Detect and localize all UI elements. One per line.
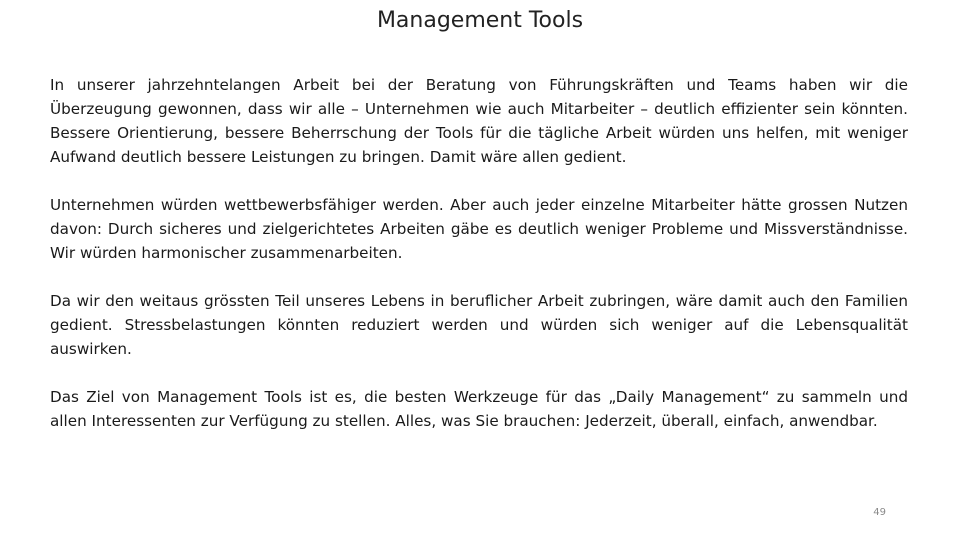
paragraph-2: Unternehmen würden wettbewerbsfähiger werden. Aber auch jeder einzelne Mitarbeiter hätte grossen Nutzen davon: Durch sicheres und zielgerichtetes Arbeiten gäbe es deutlich weniger Probleme und Missverständnisse. Wir würden harmonischer zusammenarbeiten.: [50, 196, 908, 262]
slide-body: [50, 73, 908, 457]
paragraph-3: Da wir den weitaus grössten Teil unseres Lebens in beruflicher Arbeit zubringen, wäre damit auch den Familien gedient. Stressbelastungen könnten reduziert werden und würden sich weniger auf die Lebensqualität auswirken.: [50, 292, 908, 358]
paragraph-1: In unserer jahrzehntelangen Arbeit bei der Beratung von Führungskräften und Teams haben wir die Überzeugung gewonnen, dass wir alle – Unternehmen wie auch Mitarbeiter – deutlich effizienter sein könnten. Bessere Orientierung, bessere Beherrschung der Tools für die tägliche Arbeit würden uns helfen, mit weniger Aufwand deutlich bessere Leistungen zu bringen. Damit wäre allen gedient.: [50, 76, 908, 166]
slide-title: Management Tools: [376, 8, 584, 33]
page-number: 49: [873, 507, 886, 518]
paragraph-4: Das Ziel von Management Tools ist es, die besten Werkzeuge für das „Daily Management“ zu sammeln und allen Interessenten zur Verfügung zu stellen. Alles, was Sie brauchen: Jederzeit, überall, einfach, anwendbar.: [50, 388, 908, 430]
